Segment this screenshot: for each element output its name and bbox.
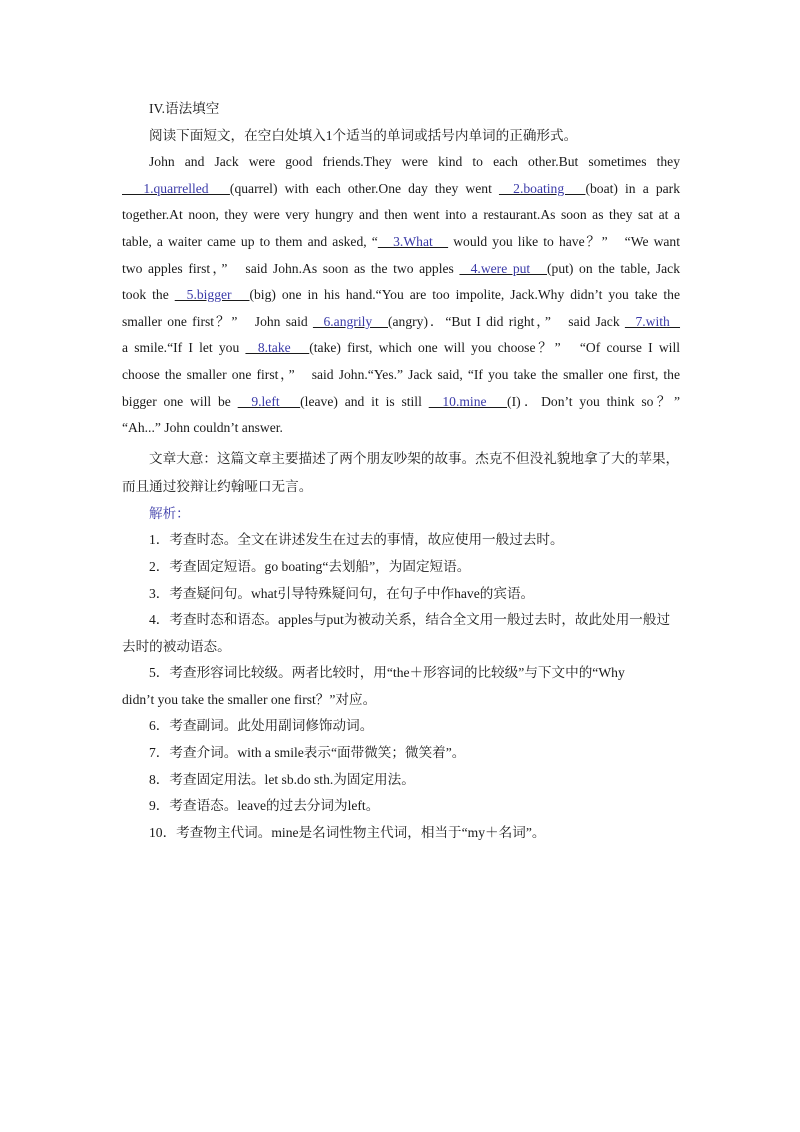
passage-line (122, 229, 680, 256)
passage-line (122, 335, 680, 362)
passage-text: (quarrel) with each other.One day they went (229, 180, 499, 196)
passage-line (122, 389, 680, 416)
instruction: 阅读下面短文，在空白处填入1个适当的单词或括号内单词的正确形式。 (149, 127, 578, 143)
analysis-item: didn’t you take the smaller one first？”对应。 (122, 691, 377, 707)
passage-text: a smile.“If I let you (122, 340, 246, 356)
passage (122, 149, 680, 442)
passage-line (122, 256, 680, 283)
passage-text: bigger one will be (122, 393, 238, 409)
analysis-item: 8．考查固定用法。let sb.do sth.为固定用法。 (149, 771, 415, 787)
passage-line: John and Jack were good friends.They were kind to each other.But sometimes they (149, 154, 680, 170)
analysis-item: 5．考查形容词比较级。两者比较时，用“the＋形容词的比较级”与下文中的“Why (149, 665, 625, 681)
summary-line: 而且通过狡辩让约翰哑口无言。 (122, 478, 313, 494)
passage-line (122, 176, 680, 203)
passage-text: would you like to have？” “We want (448, 233, 681, 249)
passage-line (122, 282, 680, 309)
passage-text: table, a waiter came up to them and asked, “ (122, 233, 378, 249)
answer-blank: 8.take (245, 340, 310, 356)
answer-blank: 9.left (237, 393, 301, 409)
answer-blank: 5.bigger (174, 287, 250, 303)
answer-blank: 3.What (377, 233, 449, 249)
analysis-label: 解析： (149, 505, 190, 521)
passage-text: (angry)．“But I did right，” said Jack (387, 313, 625, 329)
document-content (122, 96, 680, 846)
passage-text: smaller one first？” John said (122, 313, 313, 329)
passage-text: (boat) in a park (585, 180, 680, 196)
answer-blank: 6.angrily (312, 313, 388, 329)
analysis-item: 6．考查副词。此处用副词修饰动词。 (149, 718, 374, 734)
section-title: IV.语法填空 (149, 101, 220, 116)
passage-line: choose the smaller one first，” said John.“Yes.” Jack said, “If you take the smaller one first, the (122, 366, 680, 382)
passage-line: together.At noon, they were very hungry and then went into a restaurant.As soon as they sat at a (122, 207, 680, 223)
passage-text: (big) one in his hand.“You are too impolite, Jack.Why didn’t you take the (249, 287, 681, 303)
passage-line (122, 309, 680, 336)
passage-text: two apples first，” said John.As soon as the two apples (122, 260, 460, 276)
passage-text: (take) first, which one will you choose？” “Of course I will (309, 340, 680, 356)
analysis (122, 501, 680, 847)
analysis-item: 1．考查时态。全文在讲述发生在过去的事情，故应使用一般过去时。 (149, 532, 564, 548)
answer-blank: 4.were put (459, 260, 547, 276)
analysis-item: 3．考查疑问句。what引导特殊疑问句，在句子中作have的宾语。 (149, 585, 535, 601)
passage-text: (leave) and it is still (300, 393, 429, 409)
passage-text: (I)．Don’t you think so？” (507, 393, 680, 409)
analysis-item: 4．考查时态和语态。apples与put为被动关系，结合全文用一般过去时，故此处用一般过 (149, 612, 671, 628)
analysis-item: 7．考查介词。with a smile表示“面带微笑；微笑着”。 (149, 745, 466, 761)
analysis-item: 去时的被动语态。 (122, 638, 231, 654)
summary (122, 445, 680, 501)
analysis-item: 10．考查物主代词。mine是名词性物主代词，相当于“my＋名词”。 (149, 824, 546, 840)
summary-line: 文章大意：这篇文章主要描述了两个朋友吵架的故事。杰克不但没礼貌地拿了大的苹果， (149, 450, 680, 466)
answer-blank: 2.boating (498, 180, 586, 196)
passage-line: “Ah...” John couldn’t answer. (122, 420, 283, 436)
answer-blank: 7.with (624, 313, 681, 329)
passage-text: (put) on the table, Jack (547, 260, 680, 276)
answer-blank: 10.mine (428, 393, 508, 409)
analysis-item: 9．考查语态。leave的过去分词为left。 (149, 798, 380, 814)
answer-blank: 1.quarrelled (122, 180, 230, 196)
passage-text: took the (122, 287, 175, 303)
analysis-item: 2．考查固定短语。go boating“去划船”，为固定短语。 (149, 558, 471, 574)
